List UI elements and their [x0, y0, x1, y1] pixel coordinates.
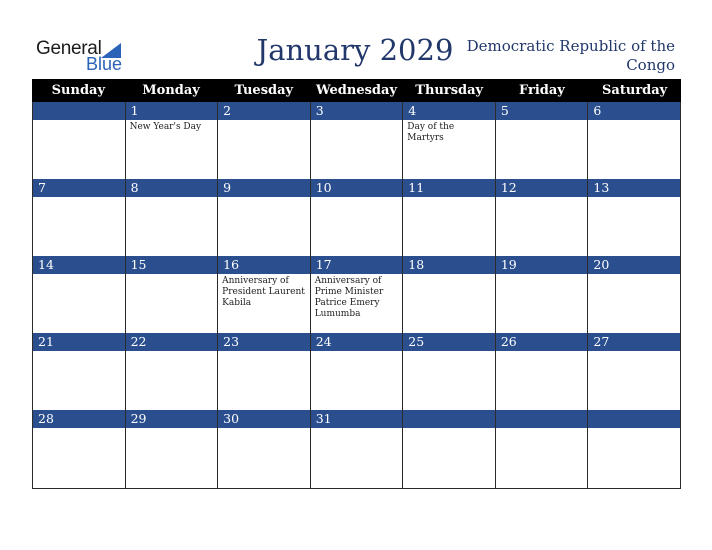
day-number: 2: [218, 102, 310, 120]
day-cell[interactable]: [496, 256, 589, 333]
day-number: 5: [496, 102, 588, 120]
day-cell[interactable]: [403, 179, 496, 256]
day-cell[interactable]: [403, 333, 496, 410]
day-cell[interactable]: [33, 102, 126, 179]
day-number: 6: [588, 102, 680, 120]
day-cell[interactable]: [126, 102, 219, 179]
day-cell[interactable]: [403, 102, 496, 179]
day-cell[interactable]: [588, 333, 681, 410]
day-number: 18: [403, 256, 495, 274]
day-cell[interactable]: [588, 410, 681, 488]
day-cell[interactable]: [311, 256, 404, 333]
day-number: 28: [33, 410, 125, 428]
day-cell[interactable]: [218, 256, 311, 333]
day-number: [588, 410, 680, 428]
day-number: 15: [126, 256, 218, 274]
day-cell[interactable]: [403, 256, 496, 333]
day-number: 20: [588, 256, 680, 274]
day-cell[interactable]: [33, 179, 126, 256]
day-number: 29: [126, 410, 218, 428]
day-number: 9: [218, 179, 310, 197]
day-cell[interactable]: [311, 102, 404, 179]
day-number: 31: [311, 410, 403, 428]
day-cell[interactable]: [496, 179, 589, 256]
holiday-label: Anniversary of Prime Minister Patrice Emery Lumumba: [314, 276, 384, 319]
generalblue-logo: [36, 38, 136, 74]
day-cell[interactable]: [33, 256, 126, 333]
day-number: [403, 410, 495, 428]
weeks-container: [32, 102, 681, 489]
day-number: 22: [126, 333, 218, 351]
day-number: 13: [588, 179, 680, 197]
country-name: Democratic Republic of the Congo: [466, 37, 675, 74]
holiday-label: Day of the Martyrs: [407, 122, 455, 143]
day-number: 8: [126, 179, 218, 197]
weekday-monday: Monday: [142, 83, 200, 98]
calendar-title: January 2029: [256, 33, 454, 67]
weekday-saturday: Saturday: [602, 83, 668, 98]
day-cell[interactable]: [126, 410, 219, 488]
day-number: 21: [33, 333, 125, 351]
day-number: 14: [33, 256, 125, 274]
day-number: [33, 102, 125, 120]
weekday-wednesday: Wednesday: [315, 83, 397, 98]
day-cell[interactable]: [588, 256, 681, 333]
day-number: 26: [496, 333, 588, 351]
day-cell[interactable]: [496, 410, 589, 488]
day-cell[interactable]: [496, 333, 589, 410]
weekday-tuesday: Tuesday: [234, 83, 294, 98]
calendar-grid: [32, 79, 681, 486]
day-number: 17: [311, 256, 403, 274]
day-cell[interactable]: [218, 102, 311, 179]
day-number: 19: [496, 256, 588, 274]
day-cell[interactable]: [126, 256, 219, 333]
day-cell[interactable]: [126, 333, 219, 410]
weekday-thursday: Thursday: [415, 83, 484, 98]
weekday-header: [32, 79, 681, 102]
day-number: 3: [311, 102, 403, 120]
day-number: 12: [496, 179, 588, 197]
day-number: 27: [588, 333, 680, 351]
day-cell[interactable]: [218, 333, 311, 410]
logo-blue-text: Blue: [86, 54, 123, 74]
day-cell[interactable]: [218, 179, 311, 256]
day-cell[interactable]: [496, 102, 589, 179]
day-cell[interactable]: [588, 102, 681, 179]
week-row: [32, 333, 681, 410]
day-number: [496, 410, 588, 428]
day-cell[interactable]: [33, 333, 126, 410]
day-number: 30: [218, 410, 310, 428]
day-number: 24: [311, 333, 403, 351]
day-number: 23: [218, 333, 310, 351]
holiday-label: New Year's Day: [129, 122, 202, 132]
day-cell[interactable]: [126, 179, 219, 256]
day-number: 1: [126, 102, 218, 120]
day-number: 11: [403, 179, 495, 197]
week-row: [32, 256, 681, 333]
day-cell[interactable]: [33, 410, 126, 488]
weekday-sunday: Sunday: [51, 83, 106, 98]
day-number: 16: [218, 256, 310, 274]
day-number: 25: [403, 333, 495, 351]
day-cell[interactable]: [311, 410, 404, 488]
day-cell[interactable]: [311, 179, 404, 256]
week-row: [32, 179, 681, 256]
week-row: [32, 102, 681, 179]
holiday-label: Anniversary of President Laurent Kabila: [222, 276, 305, 308]
day-cell[interactable]: [311, 333, 404, 410]
day-number: 4: [403, 102, 495, 120]
weekday-friday: Friday: [518, 83, 565, 98]
logo-general-text: General: [36, 38, 102, 59]
day-cell[interactable]: [403, 410, 496, 488]
day-number: 7: [33, 179, 125, 197]
day-cell[interactable]: [218, 410, 311, 488]
week-row: [32, 410, 681, 489]
day-cell[interactable]: [588, 179, 681, 256]
day-number: 10: [311, 179, 403, 197]
